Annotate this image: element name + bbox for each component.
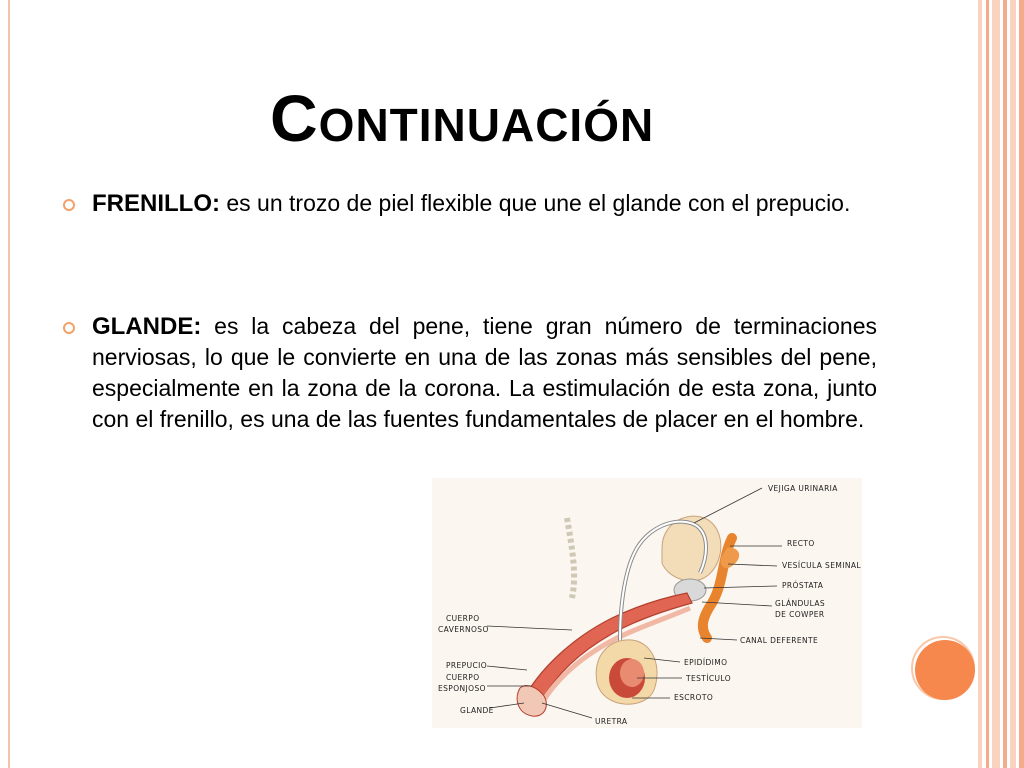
bullet-frenillo bbox=[92, 188, 877, 219]
decorative-circle bbox=[915, 640, 975, 700]
label-vejiga: VEJIGA URINARIA bbox=[768, 484, 838, 493]
bullet-icon bbox=[63, 322, 75, 334]
label-vesicula: VESÍCULA SEMINAL bbox=[782, 561, 861, 570]
label-recto: RECTO bbox=[787, 539, 815, 548]
slide-title: Continuación bbox=[270, 81, 655, 155]
label-canal: CANAL DEFERENTE bbox=[740, 636, 819, 645]
anatomy-illustration bbox=[432, 478, 862, 728]
label-glande: GLANDE bbox=[460, 706, 494, 715]
bullet-text: es un trozo de piel flexible que une el glande con el prepucio. bbox=[219, 190, 851, 216]
label-epididimo: EPIDÍDIMO bbox=[684, 658, 728, 667]
label-glandulas: GLÁNDULAS bbox=[775, 599, 826, 608]
label-cuerpo-cavernoso: CUERPO bbox=[446, 614, 480, 623]
label-cowper: DE COWPER bbox=[775, 610, 825, 619]
label-esponjoso: ESPONJOSO bbox=[438, 684, 486, 693]
left-border-line bbox=[8, 0, 10, 768]
bullet-icon bbox=[63, 199, 75, 211]
bullet-term: FRENILLO: bbox=[92, 190, 220, 217]
bullet-glande bbox=[92, 311, 877, 435]
label-prostata: PRÓSTATA bbox=[782, 581, 824, 590]
label-cavernoso: CAVERNOSO bbox=[438, 625, 489, 634]
bullet-text: es la cabeza del pene, tiene gran número de terminaciones nerviosas, lo que le convierte en una de las zonas más sensibles del pene, especialmente en la zona de la corona. La estimulación de esta zona, junto con el frenillo, es una de las fuentes fundamentales de placer en el hombre. bbox=[92, 313, 877, 432]
label-testiculo: TESTÍCULO bbox=[686, 674, 732, 683]
label-cuerpo-esponjoso: CUERPO bbox=[446, 673, 480, 682]
label-escroto: ESCROTO bbox=[674, 693, 714, 702]
bullet-term: GLANDE: bbox=[92, 313, 202, 340]
label-uretra: URETRA bbox=[595, 717, 628, 726]
label-prepucio: PREPUCIO bbox=[446, 661, 488, 670]
anatomy-diagram bbox=[432, 478, 862, 728]
